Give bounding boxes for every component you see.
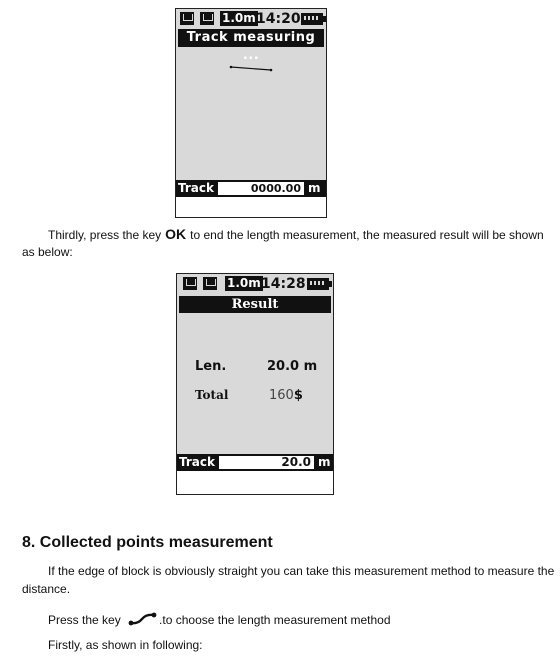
scale-indicator: 1.0m bbox=[227, 276, 261, 290]
thirdly-text-after: to end the length measurement, the measured result will be shown bbox=[190, 228, 544, 242]
clock: 14:28 bbox=[261, 276, 306, 292]
signal-icon bbox=[203, 277, 217, 290]
section8-paragraph-line1: If the edge of block is obviously straight you can take this measurement method to measure the bbox=[48, 564, 555, 578]
device-screen-track-measuring bbox=[175, 8, 327, 218]
signal-icon bbox=[200, 12, 214, 25]
measured-track-line bbox=[176, 49, 328, 179]
screen-bottom-blank bbox=[176, 197, 326, 217]
total-value bbox=[269, 388, 303, 403]
firstly-line: Firstly, as shown in following: bbox=[48, 638, 203, 652]
track-unit: m bbox=[308, 181, 321, 195]
total-label: Total bbox=[195, 388, 229, 402]
total-amount: 160 bbox=[269, 388, 294, 403]
screen-title: Track measuring ... bbox=[178, 29, 324, 47]
track-bar bbox=[177, 454, 333, 471]
clock: 14:20 bbox=[256, 11, 301, 27]
device-screen-result bbox=[176, 273, 334, 495]
paragraph-thirdly bbox=[48, 226, 558, 243]
section-heading: 8. Collected points measurement bbox=[22, 534, 273, 551]
battery-icon bbox=[307, 278, 329, 290]
track-unit: m bbox=[318, 455, 331, 469]
screen-bottom-blank bbox=[177, 471, 333, 494]
screen-title: Result bbox=[179, 296, 331, 313]
track-bar bbox=[176, 180, 326, 197]
ok-key-label: OK bbox=[165, 226, 187, 242]
status-bar bbox=[176, 9, 326, 29]
signal-icon bbox=[180, 12, 194, 25]
len-label: Len. bbox=[195, 359, 227, 374]
press-key-before: Press the key bbox=[48, 613, 121, 627]
currency-symbol: $ bbox=[293, 388, 303, 403]
press-key-after: .to choose the length measurement method bbox=[159, 613, 391, 627]
battery-icon bbox=[301, 13, 323, 25]
section8-paragraph-line2: distance. bbox=[22, 582, 71, 596]
scale-indicator: 1.0m bbox=[222, 11, 256, 25]
track-value: 20.0 bbox=[219, 456, 314, 469]
track-value: 0000.00 bbox=[218, 182, 304, 195]
thirdly-text-before: Thirdly, press the key bbox=[48, 228, 162, 242]
track-label: Track bbox=[179, 455, 215, 469]
signal-icon bbox=[183, 277, 197, 290]
status-bar bbox=[177, 274, 333, 294]
track-label: Track bbox=[178, 181, 214, 195]
len-value: 20.0 m bbox=[267, 359, 318, 374]
paragraph-thirdly-line2: as below: bbox=[22, 245, 73, 259]
press-key-line bbox=[48, 611, 391, 628]
line-measure-key-icon bbox=[128, 611, 158, 627]
